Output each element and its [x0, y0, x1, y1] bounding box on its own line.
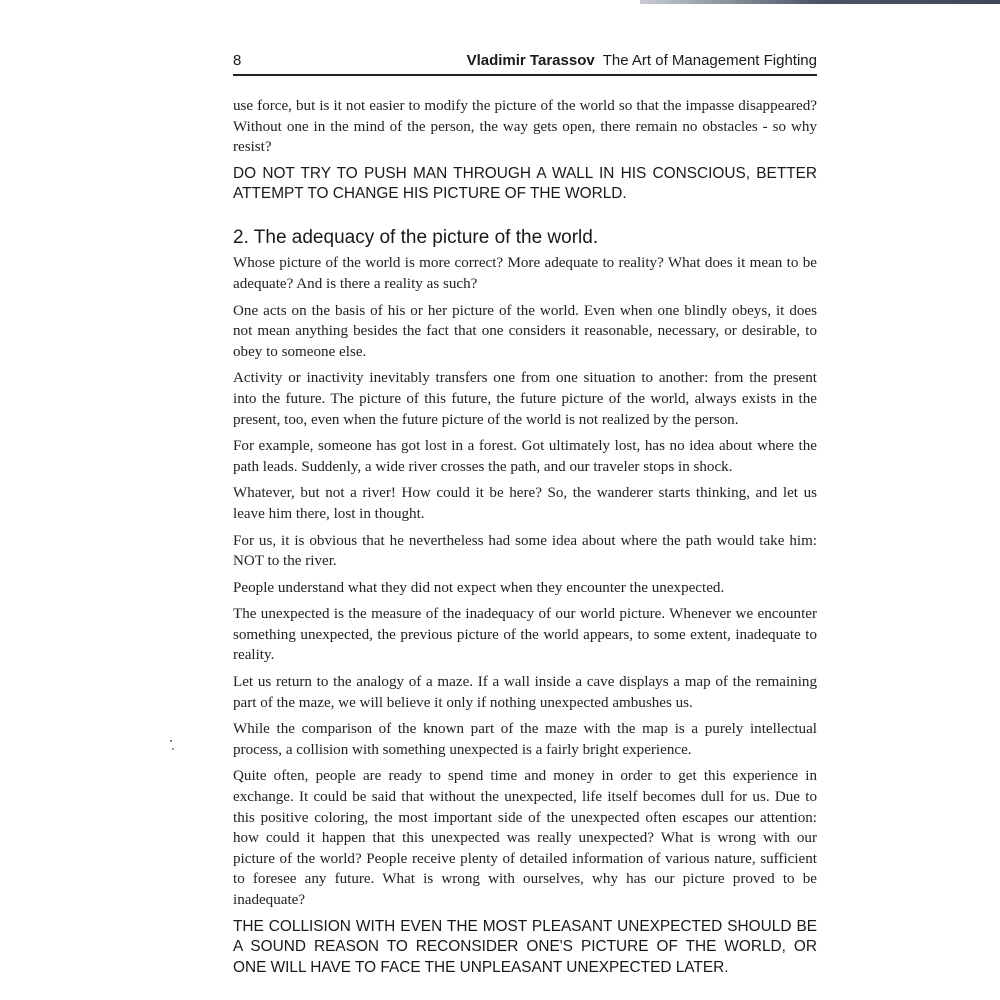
emphasis-statement: DO NOT TRY TO PUSH MAN THROUGH A WALL IN HIS CONSCIOUS, BETTER ATTEMPT TO CHANGE HIS PICTURE OF THE WORLD.: [233, 164, 817, 203]
scan-speck: [172, 748, 174, 750]
header-right: [467, 52, 817, 69]
book-title: The Art of Management Fighting: [602, 52, 817, 69]
page-body: [233, 96, 817, 984]
paragraph: Whatever, but not a river! How could it be here? So, the wanderer starts thinking, and let us leave him there, lost in thought.: [233, 485, 817, 522]
header-rule: [233, 74, 817, 76]
page-number: 8: [233, 52, 242, 69]
paragraph: Activity or inactivity inevitably transfers one from one situation to another: from the present into the future. The picture of this future, the future picture of the world, always exists in the present, too, even when the future picture of the world is not realized by the person.: [233, 370, 817, 428]
book-page: [233, 0, 817, 1000]
paragraph: One acts on the basis of his or her picture of the world. Even when one blindly obeys, it does not mean anything besides the fact that one considers it reasonable, necessary, or desirable, to obey to someone else.: [233, 302, 817, 360]
scan-speck: [170, 740, 172, 742]
paragraph: use force, but is it not easier to modify the picture of the world so that the impasse disappeared? Without one in the mind of the person, the way gets open, there remain no obstacles - so why resist?: [233, 98, 817, 156]
author-name: Vladimir Tarassov: [466, 52, 595, 69]
paragraph: Let us return to the analogy of a maze. If a wall inside a cave displays a map of the remaining part of the maze, we will believe it only if nothing unexpected ambushes us.: [233, 674, 817, 711]
paragraph: Quite often, people are ready to spend time and money in order to get this experience in exchange. It could be said that without the unexpected, life itself becomes dull for us. Due to this positive coloring, the most important side of the unexpected often escapes our attention: how could it happen that this unexpected was really unexpected? What is wrong with our picture of the world? People receive plenty of detailed information of various nature, sufficient to foresee any future. What is wrong with ourselves, why has our picture proved to be inadequate?: [233, 768, 817, 908]
paragraph: The unexpected is the measure of the inadequacy of our world picture. Whenever we encounter something unexpected, the previous picture of the world appears, to some extent, inadequate to reality.: [233, 606, 817, 664]
paragraph: While the comparison of the known part of the maze with the map is a purely intellectual process, a collision with something unexpected is a fairly bright experience.: [233, 721, 817, 758]
emphasis-statement: THE COLLISION WITH EVEN THE MOST PLEASANT UNEXPECTED SHOULD BE A SOUND REASON TO RECONSIDER ONE'S PICTURE OF THE WORLD, OR ONE WILL HAVE TO FACE THE UNPLEASANT UNEXPECTED LATER.: [233, 917, 817, 976]
paragraph: For example, someone has got lost in a forest. Got ultimately lost, has no idea about where the path leads. Suddenly, a wide river crosses the path, and our traveler stops in shock.: [233, 438, 817, 475]
paragraph: People understand what they did not expect when they encounter the unexpected.: [233, 579, 725, 596]
paragraph: Whose picture of the world is more correct? More adequate to reality? What does it mean to be adequate? And is there a reality as such?: [233, 255, 817, 292]
paragraph: For us, it is obvious that he nevertheless had some idea about where the path would take him: NOT to the river.: [233, 532, 817, 570]
running-header: [233, 50, 817, 72]
section-heading: 2. The adequacy of the picture of the world.: [233, 226, 599, 248]
